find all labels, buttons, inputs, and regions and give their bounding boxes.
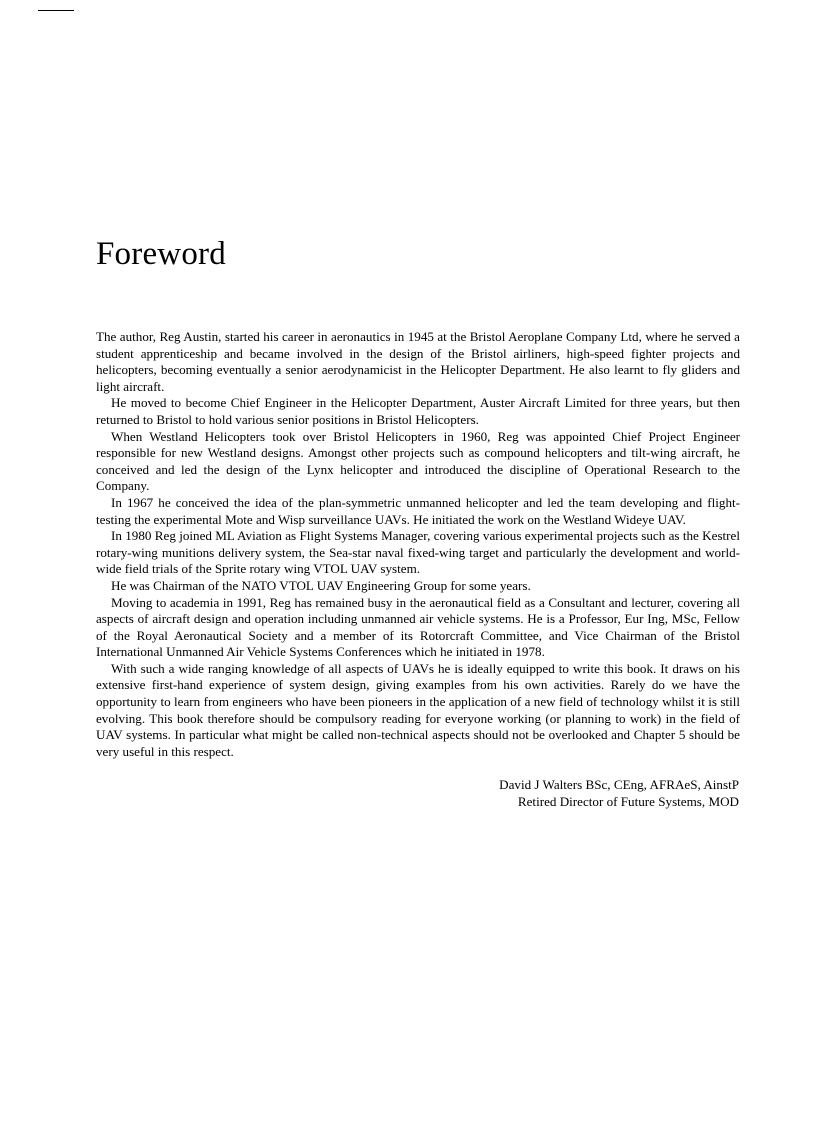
paragraph: He moved to become Chief Engineer in the Helicopter Department, Auster Aircraft Limited for three years, but then returned to Bristol to hold various senior positions in Bristol Helicopters. — [96, 395, 740, 427]
paragraph: Moving to academia in 1991, Reg has remained busy in the aeronautical field as a Consultant and lecturer, covering all aspects of aircraft design and operation including unmanned air vehicle systems. He is a Professor, Eur Ing, MSc, Fellow of the Royal Aeronautical Society and a member of its Rotorcraft Committee, and Vice Chairman of the Bristol International Unmanned Air Vehicle Systems Conferences which he initiated in 1978. — [96, 594, 740, 660]
body-text — [96, 329, 740, 760]
crop-mark — [38, 10, 74, 11]
page-title: Foreword — [96, 236, 226, 272]
signature-name: David J Walters BSc, CEng, AFRAeS, AinstP — [499, 777, 739, 793]
paragraph: He was Chairman of the NATO VTOL UAV Engineering Group for some years. — [111, 577, 531, 593]
paragraph: In 1967 he conceived the idea of the plan-symmetric unmanned helicopter and led the team developing and flight-testing the experimental Mote and Wisp surveillance UAVs. He initiated the work on the Westland Wideye UAV. — [96, 494, 740, 527]
paragraph: The author, Reg Austin, started his career in aeronautics in 1945 at the Bristol Aeroplane Company Ltd, where he served a student apprenticeship and became involved in the design of the Bristol airliners, high-speed fighter projects and helicopters, becoming eventually a senior aerodynamicist in the Helicopter Department. He also learnt to fly gliders and light aircraft. — [96, 329, 740, 394]
signature-block — [96, 777, 740, 810]
page-content — [96, 0, 740, 811]
paragraph: When Westland Helicopters took over Bristol Helicopters in 1960, Reg was appointed Chief Project Engineer responsible for new Westland designs. Amongst other projects such as compound helicopters and tilt-wing aircraft, he conceived and led the design of the Lynx helicopter and introduced the discipline of Operational Research to the Company. — [96, 428, 740, 494]
signature-role: Retired Director of Future Systems, MOD — [517, 794, 739, 810]
paragraph: With such a wide ranging knowledge of all aspects of UAVs he is ideally equipped to write this book. It draws on his extensive first-hand experience of system design, giving examples from his own activities. Rarely do we have the opportunity to learn from engineers who have been pioneers in the application of a new field of technology whilst it is still evolving. This book therefore should be compulsory reading for everyone working (or planning to work) in the field of UAV systems. In particular what might be called non-technical aspects should not be overlooked and Chapter 5 should be very useful in this respect. — [96, 660, 740, 759]
paragraph: In 1980 Reg joined ML Aviation as Flight Systems Manager, covering various experimental projects such as the Kestrel rotary-wing munitions delivery system, the Sea-star naval fixed-wing target and particularly the development and world-wide field trials of the Sprite rotary wing VTOL UAV system. — [96, 528, 740, 577]
